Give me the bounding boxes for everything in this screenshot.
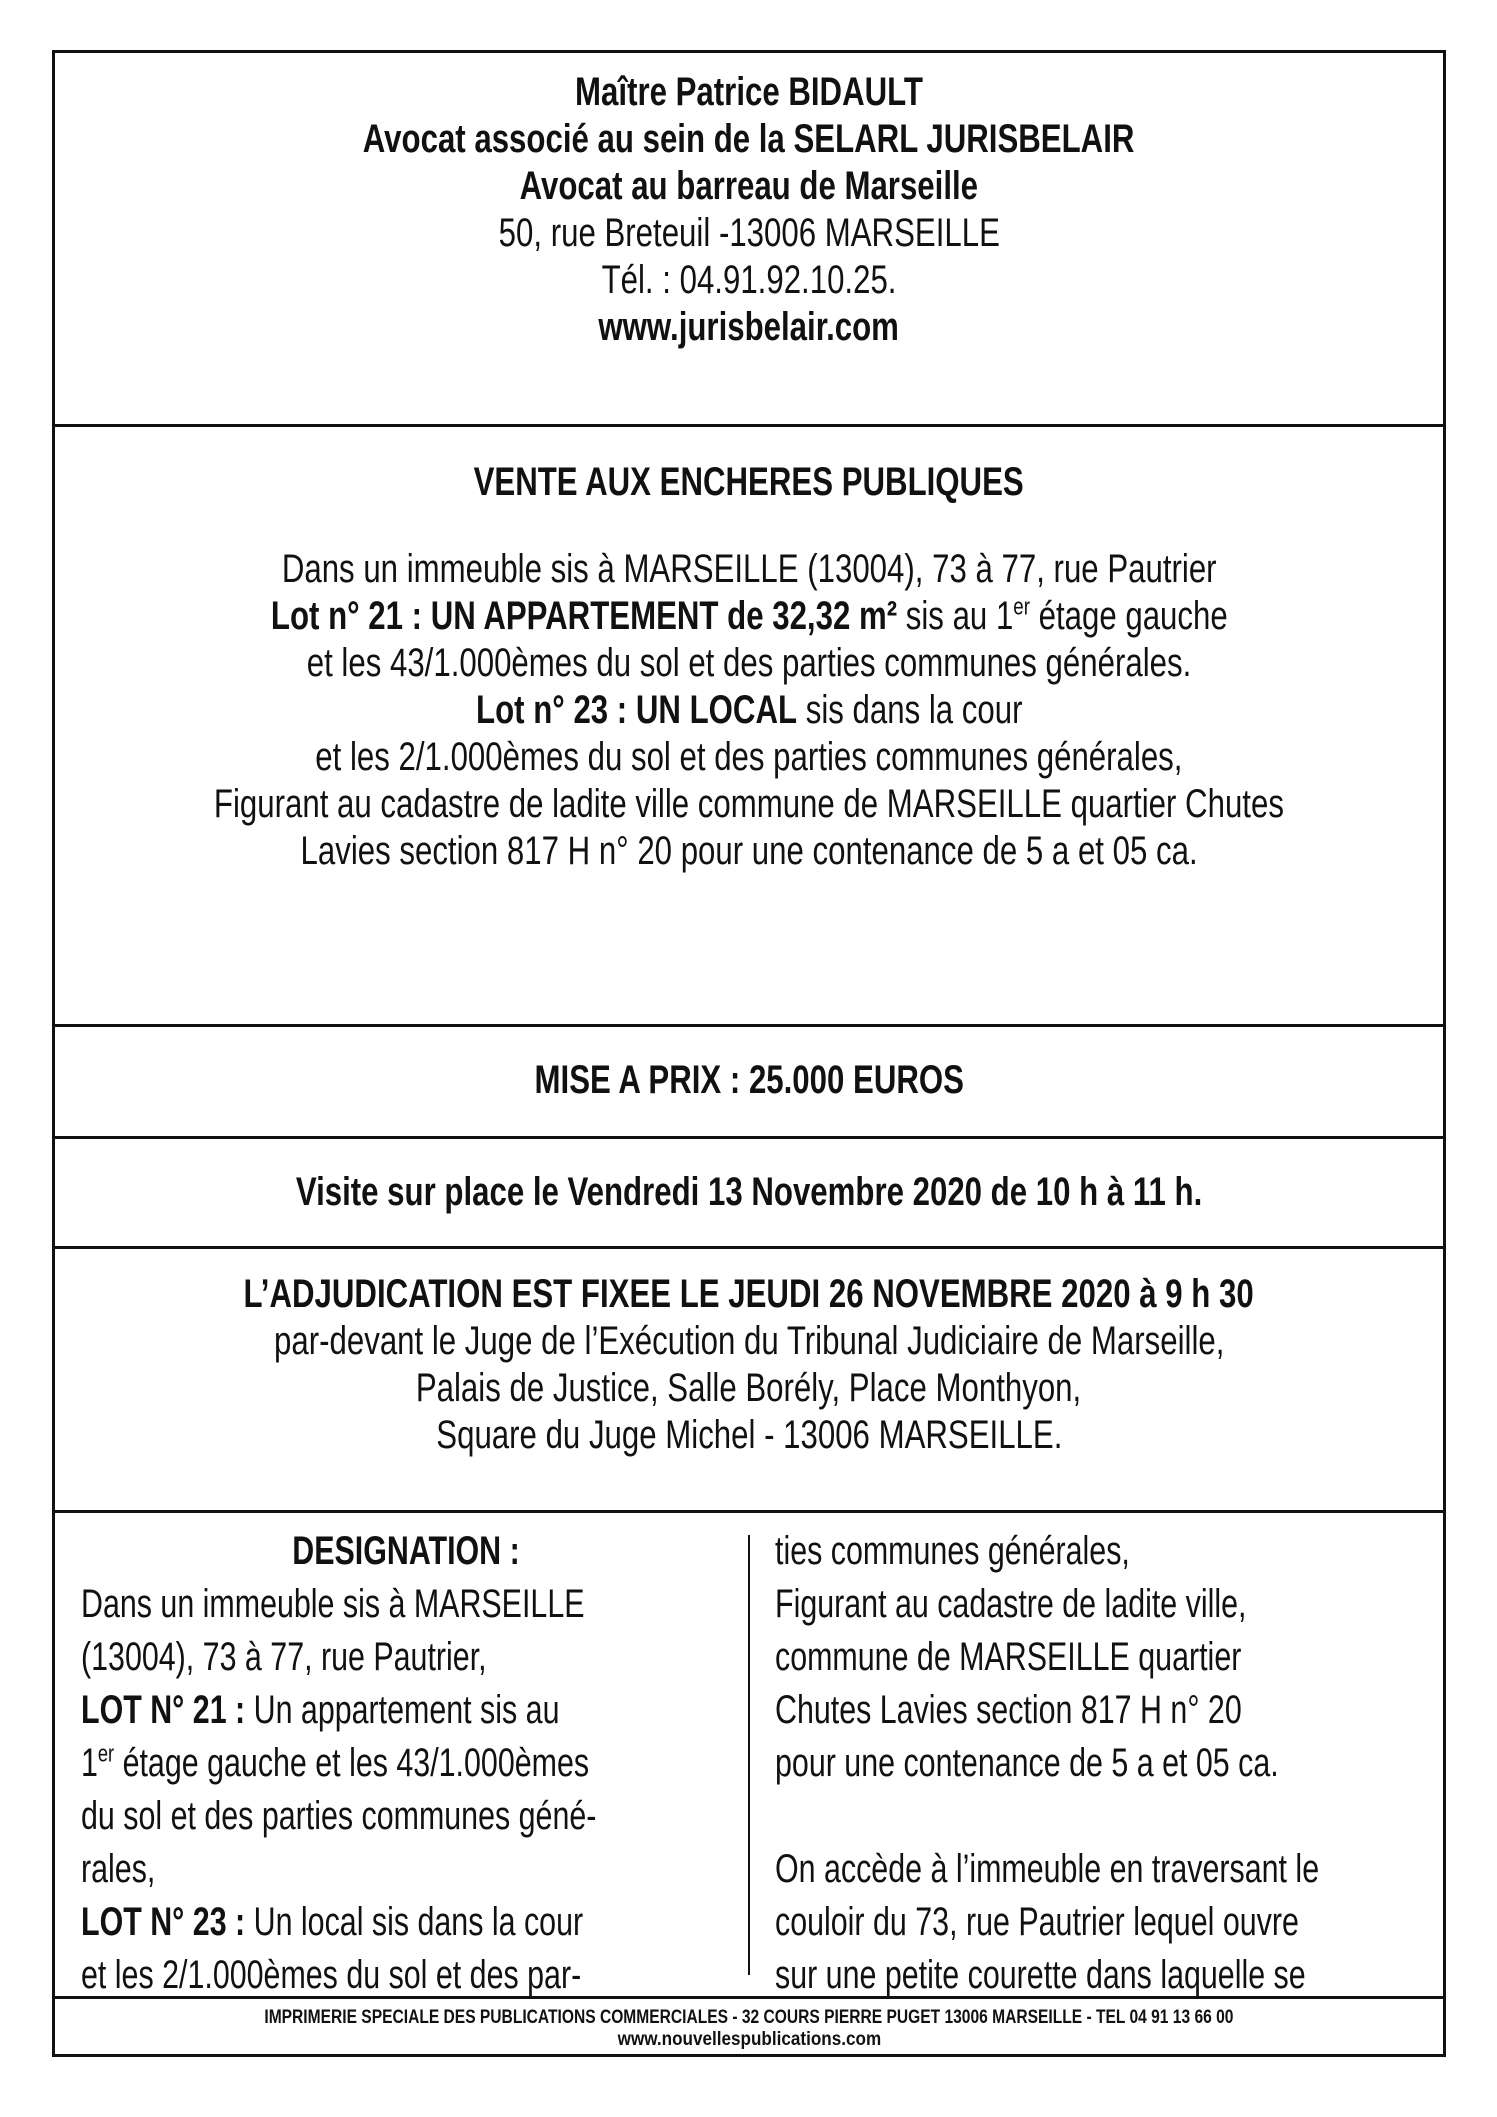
designation-lot-23: LOT N° 23 : Un local sis dans la cour bbox=[81, 1900, 584, 1944]
designation-text-line: couloir du 73, rue Pautrier lequel ouvre bbox=[775, 1900, 1299, 1944]
column-divider bbox=[748, 1535, 750, 1975]
lot-23-line: Lot n° 23 : UN LOCAL sis dans la cour bbox=[475, 688, 1023, 732]
designation-text-line: 1er étage gauche et les 43/1.000èmes bbox=[81, 1740, 590, 1785]
designation-section bbox=[55, 1513, 1443, 1999]
lot-23-shares: et les 2/1.000èmes du sol et des parties communes générales, bbox=[315, 735, 1183, 779]
designation-text-line: (13004), 73 à 77, rue Pautrier, bbox=[81, 1635, 487, 1679]
law-firm: Avocat associé au sein de la SELARL JURISBELAIR bbox=[363, 117, 1135, 161]
lawyer-header bbox=[55, 53, 1443, 427]
visit-date: Visite sur place le Vendredi 13 Novembre 2020 de 10 h à 11 h. bbox=[295, 1170, 1203, 1214]
designation-left-column bbox=[81, 1525, 731, 2002]
lot-21-shares: et les 43/1.000èmes du sol et des parties communes générales. bbox=[306, 641, 1192, 685]
lawyer-address: 50, rue Breteuil -13006 MARSEILLE bbox=[498, 211, 1000, 255]
designation-text-line: et les 2/1.000èmes du sol et des par- bbox=[81, 1953, 582, 1997]
designation-title: DESIGNATION : bbox=[292, 1529, 520, 1573]
cadastre-section: Lavies section 817 H n° 20 pour une contenance de 5 a et 05 ca. bbox=[300, 829, 1198, 873]
lot-21-line: Lot n° 21 : UN APPARTEMENT de 32,32 m² sis au 1er étage gauche bbox=[270, 593, 1228, 638]
building-location: Dans un immeuble sis à MARSEILLE (13004), 73 à 77, rue Pautrier bbox=[281, 547, 1217, 591]
printer-info: IMPRIMERIE SPECIALE DES PUBLICATIONS COMMERCIALES - 32 COURS PIERRE PUGET 13006 MARSEILLE - TEL 04 91 13 66 00 bbox=[264, 2007, 1234, 2028]
designation-text-line: pour une contenance de 5 a et 05 ca. bbox=[775, 1741, 1279, 1785]
starting-price-section bbox=[55, 1027, 1443, 1139]
adjudication-venue: Palais de Justice, Salle Borély, Place Monthyon, bbox=[416, 1366, 1082, 1410]
designation-text-line: Dans un immeuble sis à MARSEILLE bbox=[81, 1582, 585, 1626]
designation-text-line: Chutes Lavies section 817 H n° 20 bbox=[775, 1688, 1242, 1732]
bar-association: Avocat au barreau de Marseille bbox=[519, 164, 979, 208]
sale-section bbox=[55, 427, 1443, 1027]
designation-text-line: commune de MARSEILLE quartier bbox=[775, 1635, 1242, 1679]
designation-text-line: On accède à l’immeuble en traversant le bbox=[775, 1847, 1320, 1891]
designation-text-line: rales, bbox=[81, 1847, 156, 1891]
designation-text-line: ties communes générales, bbox=[775, 1529, 1130, 1573]
starting-price: MISE A PRIX : 25.000 EUROS bbox=[534, 1058, 964, 1102]
lawyer-phone: Tél. : 04.91.92.10.25. bbox=[601, 258, 897, 302]
designation-text-line: du sol et des parties communes géné- bbox=[81, 1794, 597, 1838]
visit-section bbox=[55, 1139, 1443, 1249]
lawyer-name: Maître Patrice BIDAULT bbox=[575, 70, 923, 114]
adjudication-title: L’ADJUDICATION EST FIXEE LE JEUDI 26 NOVEMBRE 2020 à 9 h 30 bbox=[243, 1272, 1255, 1316]
designation-right-column bbox=[775, 1525, 1425, 2002]
adjudication-address: Square du Juge Michel - 13006 MARSEILLE. bbox=[435, 1413, 1063, 1457]
adjudication-section bbox=[55, 1249, 1443, 1513]
printer-footer bbox=[55, 1999, 1443, 2057]
designation-text-line: sur une petite courette dans laquelle se bbox=[775, 1953, 1306, 1997]
adjudication-court: par-devant le Juge de l’Exécution du Tribunal Judiciaire de Marseille, bbox=[273, 1319, 1225, 1363]
designation-lot-21: LOT N° 21 : Un appartement sis au bbox=[81, 1688, 560, 1732]
printer-website: www.nouvellespublications.com bbox=[617, 2029, 881, 2050]
sale-title: VENTE AUX ENCHERES PUBLIQUES bbox=[473, 460, 1025, 504]
cadastre-line: Figurant au cadastre de ladite ville commune de MARSEILLE quartier Chutes bbox=[213, 782, 1285, 826]
notice-frame bbox=[52, 50, 1446, 2057]
lawyer-website: www.jurisbelair.com bbox=[598, 305, 900, 349]
designation-text-line: Figurant au cadastre de ladite ville, bbox=[775, 1582, 1247, 1626]
